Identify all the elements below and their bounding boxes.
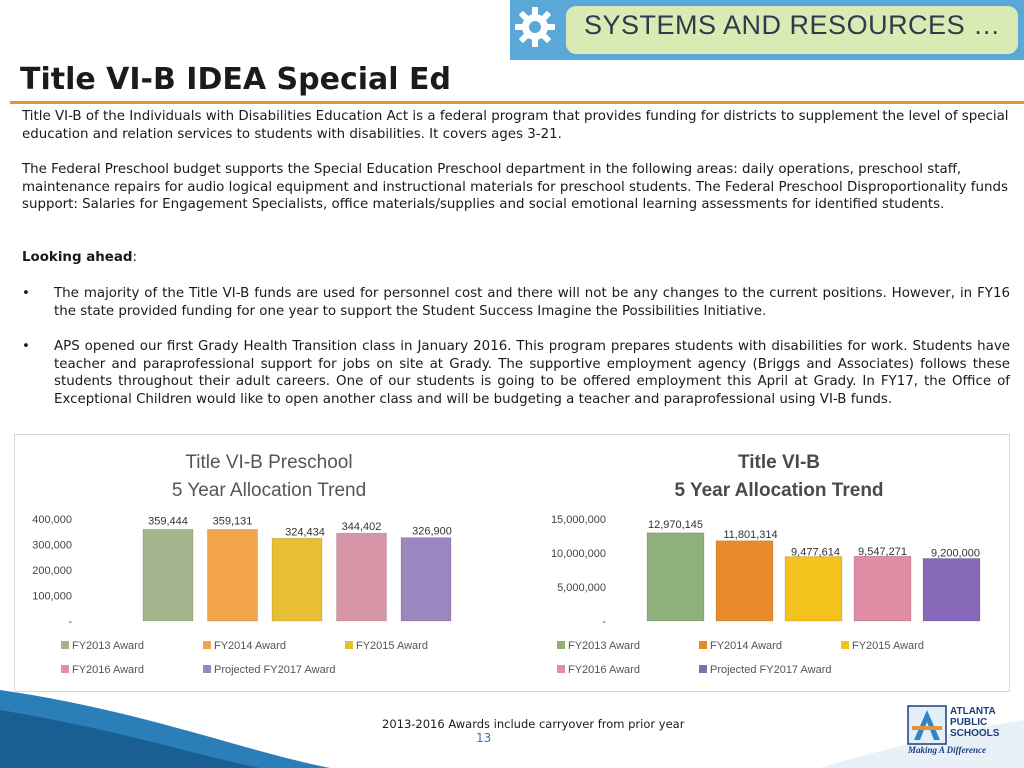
legend-swatch [699, 641, 707, 649]
legend-swatch [61, 641, 69, 649]
legend-swatch [345, 641, 353, 649]
bar-3 [785, 557, 842, 621]
data-label: 9,477,614 [791, 546, 840, 559]
chart-title: Title VI-B Preschool [185, 452, 353, 473]
looking-ahead-heading [22, 249, 1010, 267]
legend-label: FY2015 Award [356, 640, 428, 652]
logo-line-1: ATLANTA [950, 706, 996, 717]
preschool-allocation-chart [15, 435, 512, 691]
legend-swatch [203, 641, 211, 649]
bullet-text: The majority of the Title VI-B funds are used for personnel cost and there will not be any changes to the current positions. However, in FY16 the state provided funding for one year to support the Student Success Imagine the Possibilities Initiative. [54, 286, 1010, 319]
y-tick-label: - [68, 616, 72, 628]
page-title: Title VI-B IDEA Special Ed [20, 62, 451, 97]
legend-label: Projected FY2017 Award [214, 664, 336, 676]
looking-ahead-label: Looking ahead [22, 250, 133, 265]
gear-icon [512, 4, 558, 50]
bar-5 [401, 538, 451, 621]
data-label: 9,547,271 [858, 546, 907, 559]
y-tick-label: 100,000 [32, 590, 72, 603]
bar-3 [272, 538, 322, 621]
data-label: 359,444 [148, 515, 188, 528]
bullet-marker: • [22, 339, 30, 354]
chart-subtitle: 5 Year Allocation Trend [171, 480, 367, 501]
intro-paragraph: Title VI-B of the Individuals with Disabilities Education Act is a federal program that provides funding for districts to supplement the level of special education and relation services to students with disabilities. It covers ages 3-21. [22, 109, 1009, 142]
chart-title: Title VI-B [738, 452, 820, 473]
legend-swatch [841, 641, 849, 649]
data-label: 11,801,314 [723, 528, 778, 541]
bar-4 [337, 533, 387, 621]
legend-swatch [557, 665, 565, 673]
data-label: 326,900 [412, 525, 452, 538]
legend-label: FY2014 Award [214, 640, 286, 652]
y-tick-label: 15,000,000 [550, 514, 606, 526]
y-tick-label: 400,000 [32, 514, 72, 526]
y-tick-label: 10,000,000 [550, 548, 606, 560]
data-label: 359,131 [212, 515, 253, 528]
legend-swatch [699, 665, 707, 673]
preschool-paragraph: The Federal Preschool budget supports the Special Education Preschool department in the following areas: daily operations, preschool staff, maintenance repairs for audio logical equipment and instructional materials for preschool students. The Federal Preschool Disproportionality funds support: Salaries for Engagement Specialists, office materials/supplies and social emotional learning assessments for identified students. [22, 162, 1008, 213]
legend-label: FY2016 Award [72, 664, 144, 676]
legend-label: FY2015 Award [852, 640, 924, 652]
bar-1 [143, 529, 193, 621]
logo-line-2: PUBLIC [950, 717, 988, 728]
bar-5 [923, 558, 980, 621]
logo-line-3: SCHOOLS [950, 728, 1000, 739]
legend-label: Projected FY2017 Award [710, 664, 832, 676]
data-label: 344,402 [341, 521, 382, 534]
y-tick-label: - [602, 616, 606, 628]
data-label: 9,200,000 [931, 547, 980, 560]
legend-swatch [557, 641, 565, 649]
data-label: 324,434 [285, 526, 325, 539]
banner-title: SYSTEMS AND RESOURCES … [584, 10, 1001, 40]
legend-label: FY2016 Award [568, 664, 640, 676]
title-divider [10, 101, 1024, 104]
bar-1 [647, 533, 704, 621]
vib-allocation-chart [512, 435, 1009, 691]
chart-subtitle: 5 Year Allocation Trend [674, 480, 884, 501]
bar-2 [208, 529, 258, 621]
bullet-text: APS opened our first Grady Health Transition class in January 2016. This program prepares students with disabilities for work. Students have teacher and paraprofessional support for jobs on site at Grady. The supportive employment agency (Briggs and Associates) follows these students throughout their adult careers. One of our students is going to be offered employment this April at Grady. In FY17, the Office of Exceptional Children would like to open another class and will be budgeting a teacher and paraprofessional using VI-B funds. [54, 339, 1010, 407]
page-number: 13 [476, 731, 492, 745]
legend-label: FY2013 Award [72, 640, 144, 652]
footer-note: 2013-2016 Awards include carryover from prior year [382, 717, 685, 731]
legend-label: FY2014 Award [710, 640, 782, 652]
y-tick-label: 200,000 [32, 565, 72, 577]
data-label: 12,970,145 [647, 518, 704, 531]
logo-tagline: Making A Difference [908, 745, 986, 755]
legend-swatch [203, 665, 211, 673]
looking-ahead-colon: : [132, 250, 137, 265]
bar-4 [854, 556, 911, 621]
y-tick-label: 5,000,000 [557, 582, 606, 594]
legend-swatch [61, 665, 69, 673]
bullet-marker: • [22, 286, 30, 301]
charts-panel [14, 434, 1010, 692]
y-tick-label: 300,000 [32, 539, 72, 552]
bar-2 [716, 541, 773, 621]
legend-label: FY2013 Award [568, 640, 640, 652]
